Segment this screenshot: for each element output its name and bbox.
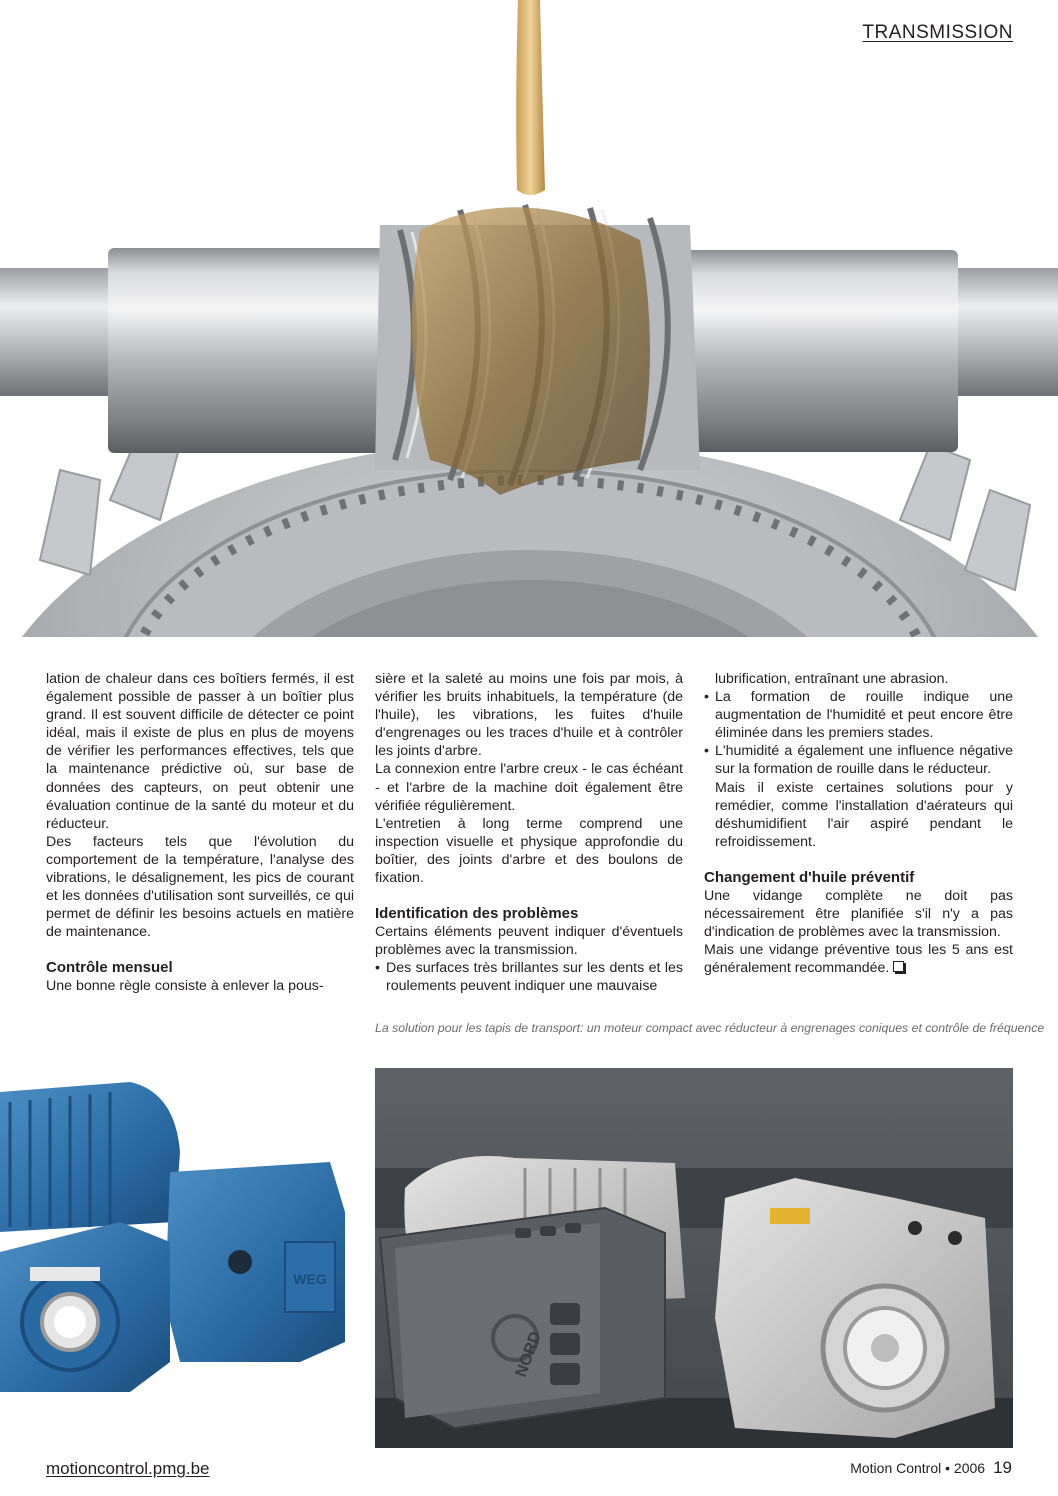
paragraph: Des facteurs tels que l'évolution du comportement de la température, l'analyse des vibrations, le désalignement, les pics de courant et les données d'utilisation sont surveillés, ce qui permet de définir les besoins actuels en matière de maintenance. [46, 833, 354, 941]
paragraph [704, 941, 1013, 977]
publication-name: Motion Control • 2006 [850, 1460, 986, 1476]
paragraph: L'entretien à long terme comprend une inspection visuelle et physique approfondie du boîtier, des joints d'arbre et des boulons de fixation. [375, 815, 683, 887]
bullet-text: La formation de rouille indique une augmentation de l'humidité et peut encore être éliminée dans les premiers stades. [715, 689, 1013, 742]
page-number: 19 [993, 1458, 1012, 1477]
bullet-text: Des surfaces très brillantes sur les dents et les roulements peuvent indiquer une mauvaise [386, 960, 683, 995]
text-column-2 [375, 670, 683, 996]
paragraph: sière et la saleté au moins une fois par mois, à vérifier les bruits inhabituels, la température (de l'huile), les vibrations, les fuites d'huile d'engrenages ou les traces d'huile et à contrôler les joints d'arbre. [375, 671, 683, 760]
paragraph: Mais il existe certaines solutions pour y remédier, comme l'installation d'aérateurs qui déshumidifient l'air aspiré pendant le refroidissement. [715, 779, 1013, 850]
hero-gear-illustration [0, 0, 1058, 637]
photo-blue-gearmotors [0, 1062, 352, 1392]
motor-brand-label: WEG [293, 1271, 327, 1287]
photo-caption: La solution pour les tapis de transport: un moteur compact avec réducteur à engrenages coniques et contrôle de fréquence [375, 1021, 1045, 1035]
bullet-icon: • [375, 960, 380, 977]
photo-nord-drive [375, 1068, 1013, 1448]
drive-brand-label: NORD [512, 1329, 545, 1380]
paragraph-text: Mais une vidange préventive tous les 5 ans est généralement recommandée. [704, 942, 1013, 977]
section-label: TRANSMISSION [862, 22, 1013, 43]
paragraph: Une vidange complète ne doit pas nécessairement être planifiée s'il n'y a pas d'indication de problèmes avec la transmission. [704, 887, 1013, 941]
bullet-item [704, 742, 1013, 778]
paragraph: lation de chaleur dans ces boîtiers fermés, il est également possible de passer à un boîtier plus grand. Il est souvent difficile de détecter ce point idéal, mais il existe de plus en plus de moyens de vérifier les performances effectives, tels que la maintenance prédictive où, sur base de données des capteurs, on peut obtenir une évaluation continue de la santé du moteur et du réducteur. [46, 671, 354, 832]
bullet-icon: • [704, 743, 709, 760]
subheading-changement-huile: Changement d'huile préventif [704, 868, 915, 886]
subheading-controle-mensuel: Contrôle mensuel [46, 959, 173, 977]
footer-publication [850, 1458, 1012, 1478]
text-column-1 [46, 670, 354, 996]
bullet-item [375, 959, 683, 995]
subheading-identification-problemes: Identification des problèmes [375, 905, 579, 923]
footer-website-link[interactable]: motioncontrol.pmg.be [46, 1459, 210, 1478]
bullet-item [704, 688, 1013, 742]
bullet-icon: • [704, 689, 709, 706]
paragraph: Certains éléments peuvent indiquer d'éventuels problèmes avec la transmission. [375, 924, 683, 959]
end-of-article-icon [893, 961, 904, 972]
bullet-text: L'humidité a également une influence négative sur la formation de rouille dans le réducteur. [715, 743, 1013, 778]
paragraph: Une bonne règle consiste à enlever la pous- [46, 978, 324, 995]
text-column-3 [704, 670, 1013, 977]
paragraph: La connexion entre l'arbre creux - le cas échéant - et l'arbre de la machine doit également être vérifiée régulièrement. [375, 761, 683, 814]
bullet-continuation: lubrification, entraînant une abrasion. [715, 671, 949, 687]
